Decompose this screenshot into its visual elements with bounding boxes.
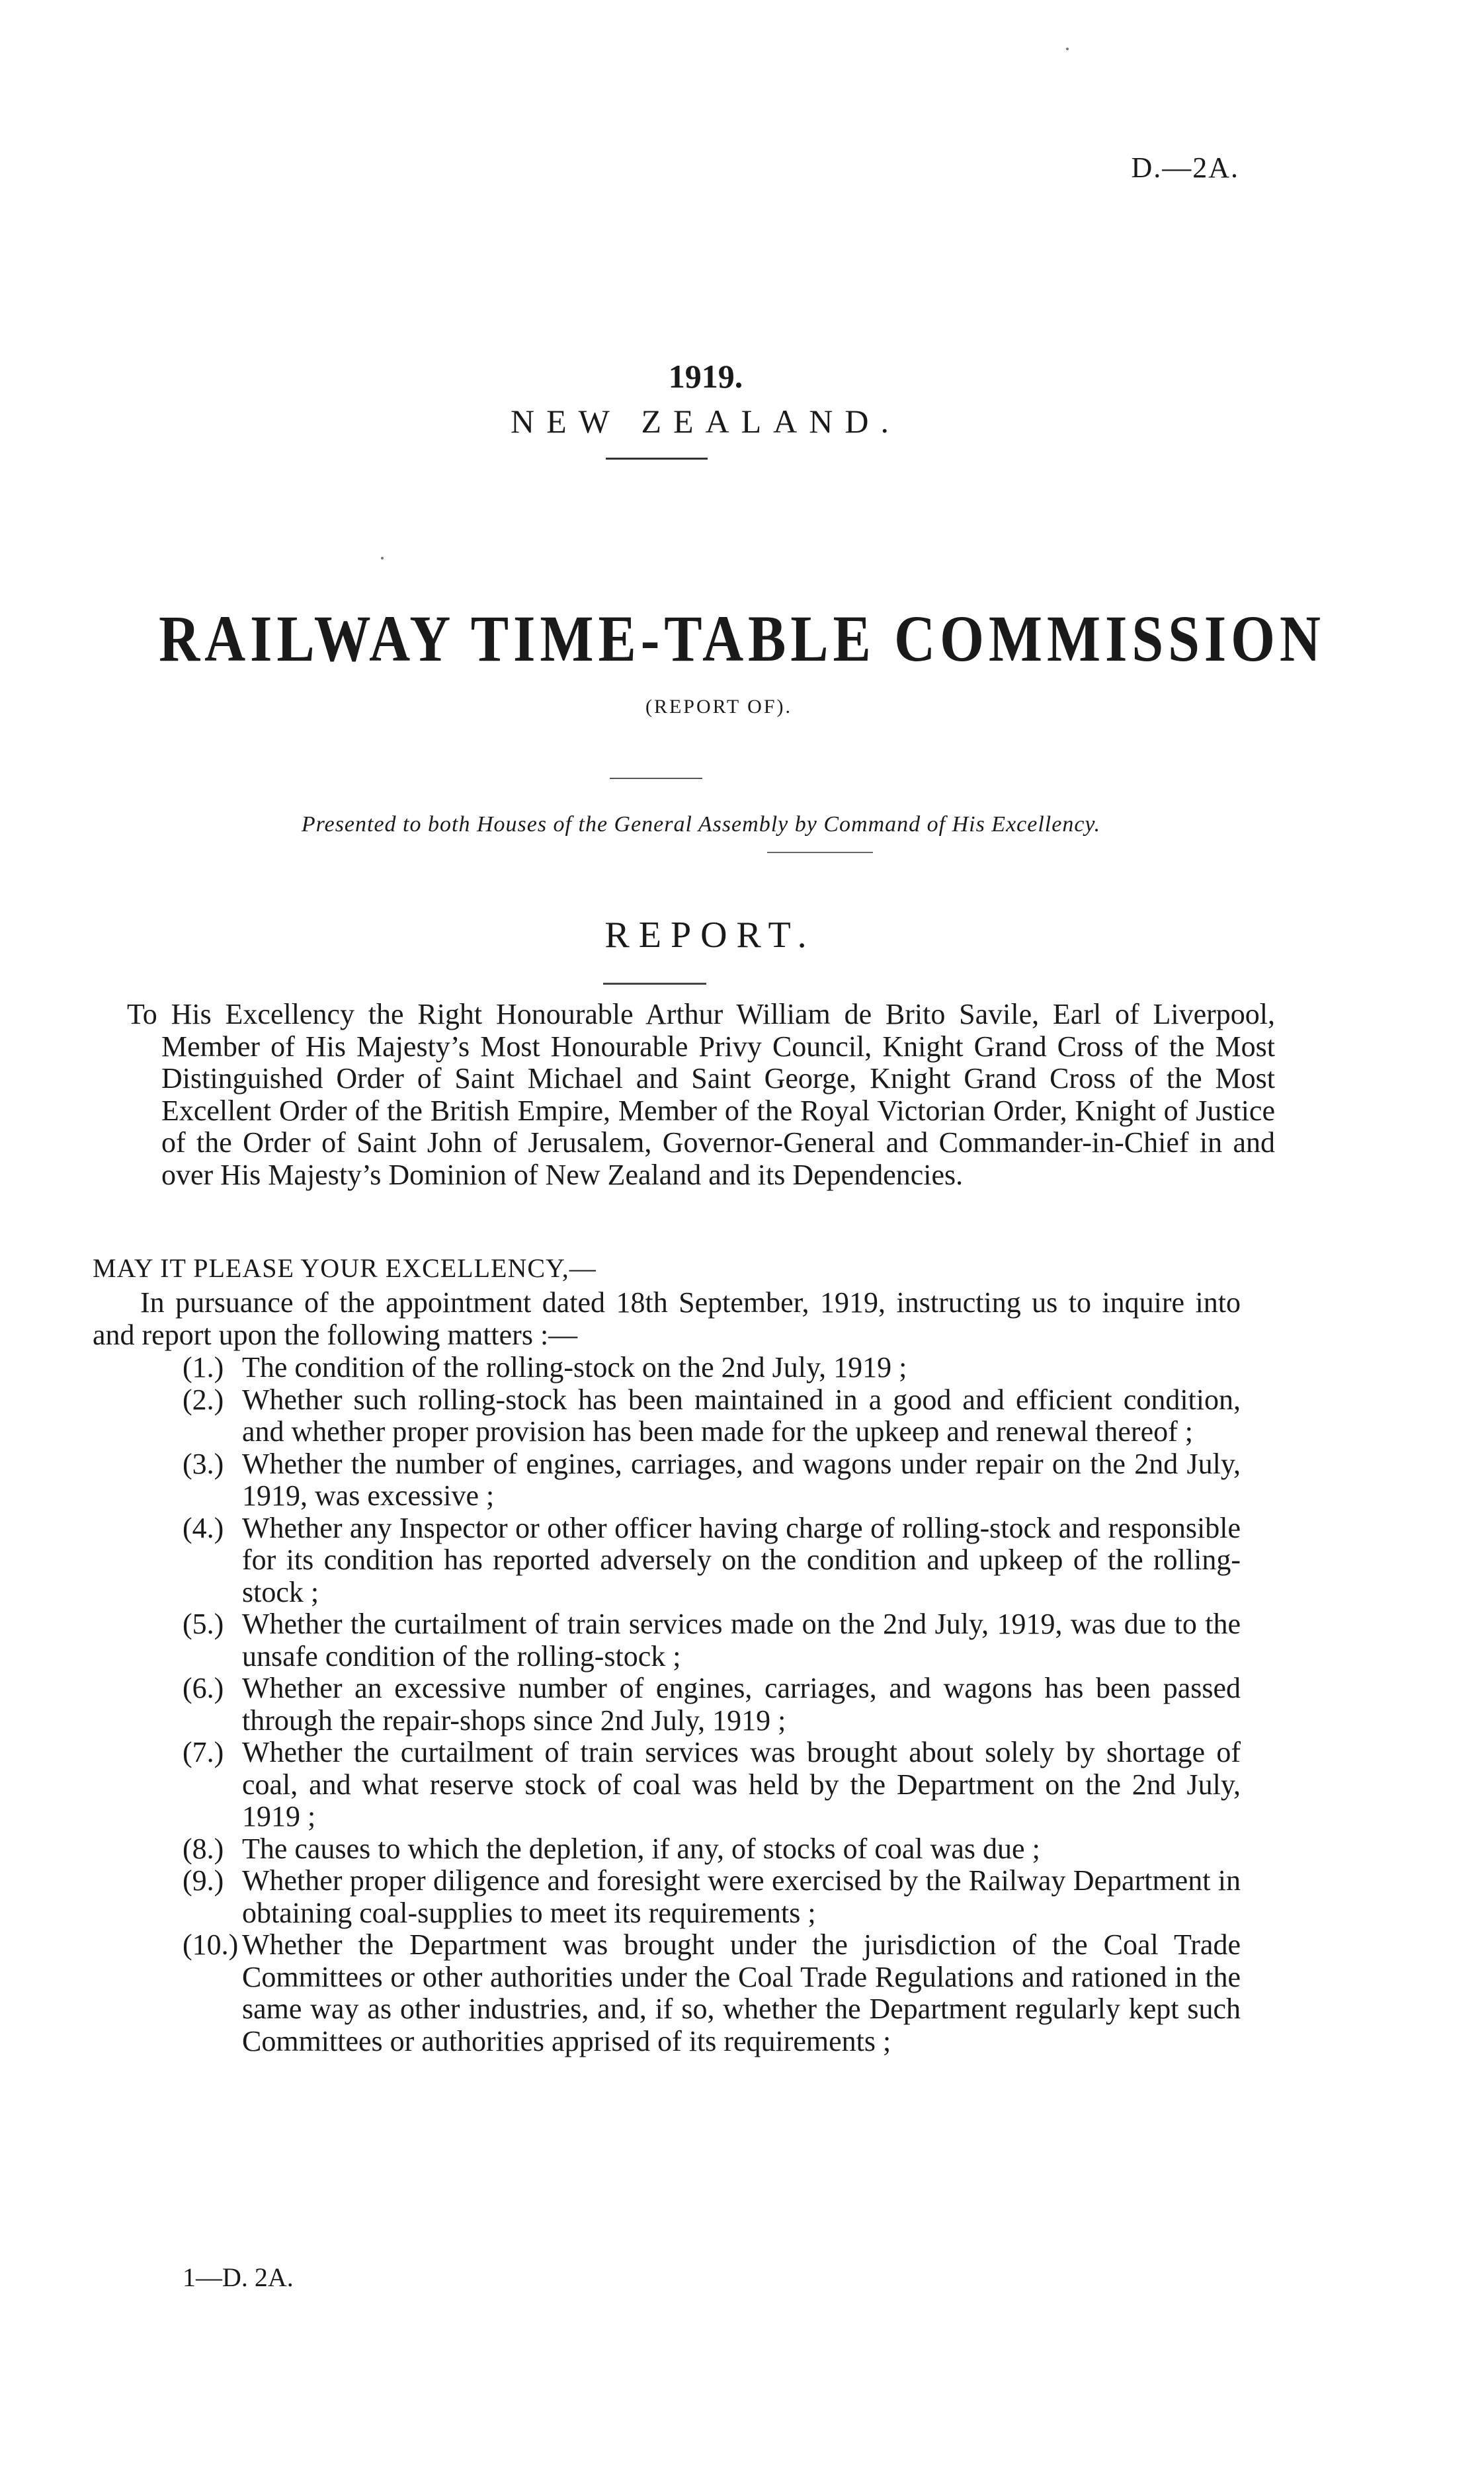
item-number: (6.) (183, 1672, 224, 1704)
salutation: MAY IT PLEASE YOUR EXCELLENCY,— (93, 1253, 597, 1283)
print-speck (381, 557, 384, 559)
list-item (183, 1736, 1241, 1833)
document-subtitle: (REPORT OF). (645, 696, 792, 718)
item-number: (5.) (183, 1608, 224, 1640)
document-reference: D.—2A. (1131, 151, 1239, 184)
print-speck (1066, 48, 1069, 50)
year: 1919. (668, 358, 743, 395)
country: NEW ZEALAND. (511, 403, 901, 440)
list-item (183, 1447, 1241, 1512)
divider (603, 983, 706, 985)
item-number: (9.) (183, 1864, 224, 1897)
list-item (183, 1351, 1241, 1384)
item-text: Whether the Department was brought under the jurisdiction of the Coal Trade Committees or other authorities under the Coal Trade Regulations and rationed in the same way as other industries, and, if so, whether the Department regularly kept such Committees or authorities apprised of its requirements ; (242, 1928, 1241, 2057)
address-paragraph: To His Excellency the Right Honourable Arthur William de Brito Savile, Earl of Liverpool, Member of His Majesty’s Most Honourable Privy Council, Knight Grand Cross of the Most Distinguished Order of Saint Michael and Saint George, Knight Grand Cross of the Most Excellent Order of the British Empire, Member of the Royal Victorian Order, Knight of Justice of the Order of Saint John of Jerusalem, Governor-General and Commander-in-Chief in and over His Majesty’s Dominion of New Zealand and its Dependencies. (127, 998, 1275, 1191)
item-text: Whether an excessive number of engines, carriages, and wagons has been passed through the repair-shops since 2nd July, 1919 ; (242, 1672, 1241, 1737)
item-text: Whether proper diligence and foresight were exercised by the Railway Department in obtaining coal-supplies to meet its requirements ; (242, 1864, 1241, 1929)
list-item (183, 1672, 1241, 1737)
item-number: (1.) (183, 1351, 224, 1383)
list-item (183, 1928, 1241, 2057)
item-text: Whether the curtailment of train services made on the 2nd July, 1919, was due to the unsafe condition of the rolling-stock ; (242, 1608, 1241, 1672)
item-text: Whether any Inspector or other officer having charge of rolling-stock and responsible for its condition has reported adversely on the condition and upkeep of the rolling-stock ; (242, 1511, 1241, 1608)
matters-list (0, 1352, 1484, 2057)
list-item (183, 1832, 1241, 1866)
divider (767, 852, 873, 853)
intro-paragraph: In pursuance of the appointment dated 18th September, 1919, instructing us to inquire into and report upon the following matters :— (93, 1286, 1241, 1351)
document-title: RAILWAY TIME-TABLE COMMISSION (159, 602, 1325, 675)
list-item (183, 1864, 1241, 1929)
item-text: Whether such rolling-stock has been maintained in a good and efficient condition, and whether proper provision has been made for the upkeep and renewal thereof ; (242, 1383, 1241, 1448)
item-number: (2.) (183, 1383, 224, 1416)
list-item (183, 1608, 1241, 1672)
item-number: (3.) (183, 1447, 224, 1480)
item-number: (10.) (183, 1928, 239, 1961)
page-footer: 1—D. 2A. (183, 2262, 294, 2292)
list-item (183, 1383, 1241, 1448)
list-item (183, 1511, 1241, 1609)
divider (610, 778, 702, 779)
divider (606, 458, 708, 460)
item-number: (8.) (183, 1832, 224, 1865)
item-text: Whether the number of engines, carriages, and wagons under repair on the 2nd July, 1919, was excessive ; (242, 1447, 1241, 1512)
report-heading: REPORT. (604, 915, 816, 956)
item-number: (7.) (183, 1736, 224, 1768)
item-text: The condition of the rolling-stock on the 2nd July, 1919 ; (242, 1351, 907, 1383)
item-text: The causes to which the depletion, if any, of stocks of coal was due ; (242, 1832, 1040, 1865)
presented-line: Presented to both Houses of the General Assembly by Command of His Excellency. (301, 812, 1101, 837)
item-text: Whether the curtailment of train services was brought about solely by shortage of coal, and what reserve stock of coal was held by the Department on the 2nd July, 1919 ; (242, 1736, 1241, 1833)
item-number: (4.) (183, 1511, 224, 1544)
